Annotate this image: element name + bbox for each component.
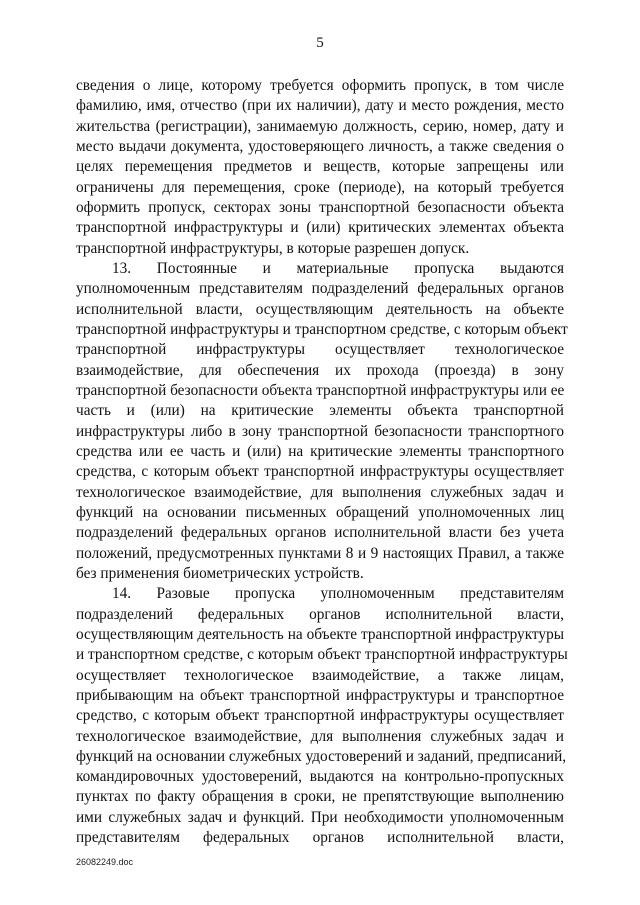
document-body (76, 76, 568, 848)
text-line: без применения биометрических устройств. (76, 564, 364, 582)
text-line: осуществляет технологическое взаимодействие, а также лицам, (76, 666, 564, 684)
text-line: исполнительной власти, осуществляющим деятельность на объекте (76, 300, 564, 318)
text-line: прибывающим на объект транспортной инфраструктуры и транспортное (76, 686, 564, 704)
text-line: положений, предусмотренных пунктами 8 и 9 настоящих Правил, а также (76, 544, 564, 562)
text-line: транспортной инфраструктуры осуществляет технологическое (76, 341, 564, 359)
text-line: транспортной инфраструктуры, в которые разрешен допуск. (76, 239, 470, 257)
text-line: командировочных удостоверений, выдаются на контрольно-пропускных (76, 768, 564, 786)
text-line: 13. Постоянные и материальные пропуска выдаются (112, 259, 564, 277)
text-line: технологическое взаимодействие, для выполнения служебных задач и (76, 483, 564, 501)
text-line: ограничены для перемещения, сроке (периоде), на который требуется (76, 178, 564, 196)
text-line: транспортной безопасности объекта транспортной инфраструктуры или ее (76, 381, 565, 399)
text-line: средство, с которым объект транспортной инфраструктуры осуществляет (76, 707, 564, 725)
text-line: 14. Разовые пропуска уполномоченным представителям (112, 585, 564, 603)
text-line: жительства (регистрации), занимаемую должность, серию, номер, дату и (76, 117, 564, 135)
text-line: место выдачи документа, удостоверяющего личность, а также сведения о (76, 137, 564, 155)
file-name-footer: 26082249.doc (76, 857, 134, 867)
text-line: представителям федеральных органов исполнительной власти, (76, 829, 564, 847)
text-line: сведения о лице, которому требуется оформить пропуск, в том числе (76, 77, 564, 94)
text-line: ими служебных задач и функций. При необходимости уполномоченным (76, 808, 564, 826)
text-line: подразделений федеральных органов исполнительной власти, (76, 605, 564, 623)
text-line: средства, с которым объект транспортной инфраструктуры осуществляет (76, 463, 564, 481)
text-line: и транспортном средстве, с которым объект транспортной инфраструктуры (76, 646, 568, 664)
text-line: целях перемещения предметов и веществ, которые запрещены или (76, 158, 564, 176)
text-line: уполномоченным представителям подразделений федеральных органов (76, 280, 564, 298)
text-line: технологическое взаимодействие, для выполнения служебных задач и (76, 727, 564, 745)
text-line: оформить пропуск, секторах зоны транспортной безопасности объекта (76, 198, 564, 216)
text-line: функций на основании письменных обращений уполномоченных лиц (76, 503, 564, 521)
text-line: подразделений федеральных органов исполнительной власти без учета (76, 524, 564, 542)
text-line: осуществляющим деятельность на объекте транспортной инфраструктуры (76, 625, 564, 643)
text-line: часть и (или) на критические элементы объекта транспортной (76, 402, 564, 420)
text-line: взаимодействие, для обеспечения их прохода (проезда) в зону (76, 361, 564, 379)
text-line: фамилию, имя, отчество (при их наличии), дату и место рождения, место (76, 97, 564, 115)
text-line: транспортной инфраструктуры и транспортном средстве, с которым объект (76, 320, 568, 338)
text-line: пунктах по факту обращения в сроки, не препятствующие выполнению (76, 788, 564, 806)
page-number: 5 (316, 35, 324, 51)
text-line: средства или ее часть и (или) на критические элементы транспортного (76, 442, 564, 460)
text-line: функций на основании служебных удостоверений и заданий, предписаний, (76, 747, 567, 765)
text-line: инфраструктуры либо в зону транспортной безопасности транспортного (76, 422, 564, 440)
text-line: транспортной инфраструктуры и (или) критических элементах объекта (76, 219, 564, 237)
